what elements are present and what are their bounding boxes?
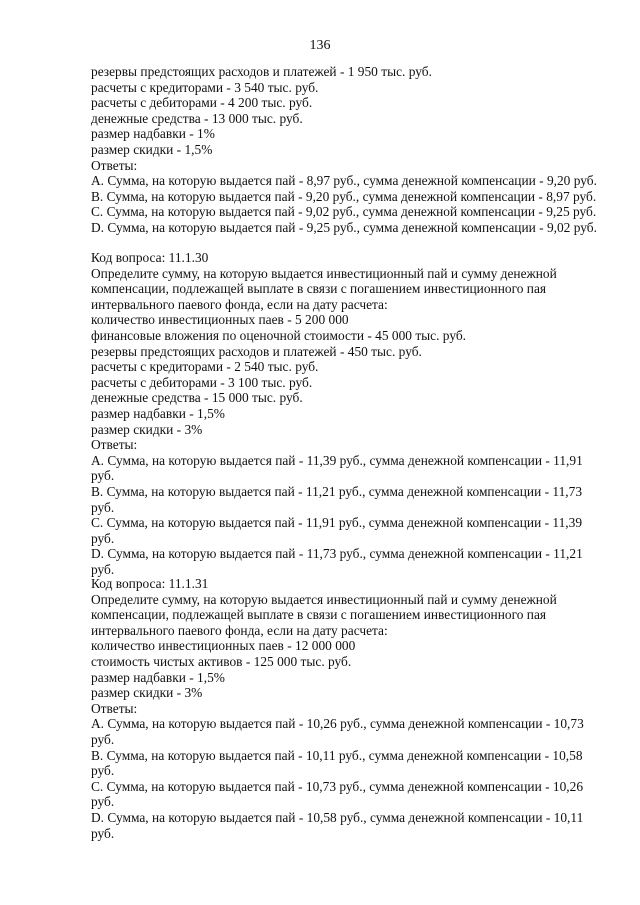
answer-option-b: B. Сумма, на которую выдается пай - 10,11 руб., сумма денежной компенсации - 10,58 руб. — [91, 747, 583, 779]
answer-option-b: B. Сумма, на которую выдается пай - 9,20 руб., сумма денежной компенсации - 8,97 руб. — [91, 188, 597, 204]
question-continuation — [91, 64, 597, 236]
question-code: Код вопроса: 11.1.30 — [91, 250, 209, 265]
data-line: размер скидки - 3% — [91, 421, 203, 437]
data-line: размер надбавки - 1,5% — [91, 669, 225, 685]
answer-option-b: B. Сумма, на которую выдается пай - 11,21 руб., сумма денежной компенсации - 11,73 руб. — [91, 483, 583, 515]
answer-option-a: А. Сумма, на которую выдается пай - 10,26 руб., сумма денежной компенсации - 10,73 руб. — [91, 716, 584, 747]
data-line: денежные средства - 15 000 тыс. руб. — [91, 390, 303, 406]
data-line: стоимость чистых активов - 125 000 тыс. руб. — [91, 653, 352, 669]
question-text-line: интервального паевого фонда, если на дату расчета: — [91, 296, 388, 312]
data-line: размер надбавки - 1,5% — [91, 405, 225, 421]
text-line: расчеты с кредиторами - 3 540 тыс. руб. — [91, 79, 319, 95]
text-line: размер надбавки - 1% — [91, 126, 215, 142]
answer-option-c: C. Сумма, на которую выдается пай - 9,02 руб., сумма денежной компенсации - 9,25 руб. — [91, 204, 597, 220]
answers-heading: Ответы: — [91, 157, 138, 173]
question-code: Код вопроса: 11.1.31 — [91, 576, 209, 591]
question-text-line: Определите сумму, на которую выдается инвестиционный пай и сумму денежной — [91, 591, 557, 607]
answer-option-a: А. Сумма, на которую выдается пай - 11,39 руб., сумма денежной компенсации - 11,91 руб. — [91, 452, 583, 484]
question-text-line: компенсации, подлежащей выплате в связи с погашением инвестиционного пая — [91, 281, 547, 297]
data-line: размер скидки - 3% — [91, 685, 203, 701]
text-line: расчеты с дебиторами - 4 200 тыс. руб. — [91, 95, 313, 111]
question-11-1-30 — [91, 250, 591, 577]
page-number: 136 — [309, 38, 331, 53]
data-line: количество инвестиционных паев - 5 200 000 — [91, 312, 349, 328]
data-line: резервы предстоящих расходов и платежей - 450 тыс. руб. — [91, 343, 422, 359]
answer-option-a: А. Сумма, на которую выдается пай - 8,97 руб., сумма денежной компенсации - 9,20 руб. — [91, 173, 597, 189]
question-11-1-31 — [91, 576, 591, 841]
question-text-line: Определите сумму, на которую выдается инвестиционный пай и сумму денежной — [91, 265, 557, 281]
answer-option-c: C. Сумма, на которую выдается пай - 10,73 руб., сумма денежной компенсации - 10,26 руб. — [91, 778, 584, 810]
text-line: размер скидки - 1,5% — [91, 141, 213, 157]
text-line: резервы предстоящих расходов и платежей - 1 950 тыс. руб. — [91, 64, 432, 79]
answer-option-c: C. Сумма, на которую выдается пай - 11,91 руб., сумма денежной компенсации - 11,39 руб. — [91, 515, 583, 546]
answer-option-d: D. Сумма, на которую выдается пай - 11,73 руб., сумма денежной компенсации - 11,21 руб. — [91, 546, 583, 577]
answer-option-d: D. Сумма, на которую выдается пай - 10,58 руб., сумма денежной компенсации - 10,11 руб. — [91, 809, 584, 841]
data-line: расчеты с кредиторами - 2 540 тыс. руб. — [91, 359, 319, 375]
data-line: финансовые вложения по оценочной стоимости - 45 000 тыс. руб. — [91, 327, 467, 343]
answer-option-d: D. Сумма, на которую выдается пай - 9,25 руб., сумма денежной компенсации - 9,02 руб. — [91, 219, 597, 235]
data-line: расчеты с дебиторами - 3 100 тыс. руб. — [91, 374, 313, 390]
question-text-line: компенсации, подлежащей выплате в связи с погашением инвестиционного пая — [91, 607, 547, 623]
data-line: количество инвестиционных паев - 12 000 000 — [91, 638, 356, 654]
question-text-line: интервального паевого фонда, если на дату расчета: — [91, 622, 388, 638]
answers-heading: Ответы: — [91, 700, 138, 716]
answers-heading: Ответы: — [91, 437, 138, 453]
text-line: денежные средства - 13 000 тыс. руб. — [91, 110, 303, 126]
